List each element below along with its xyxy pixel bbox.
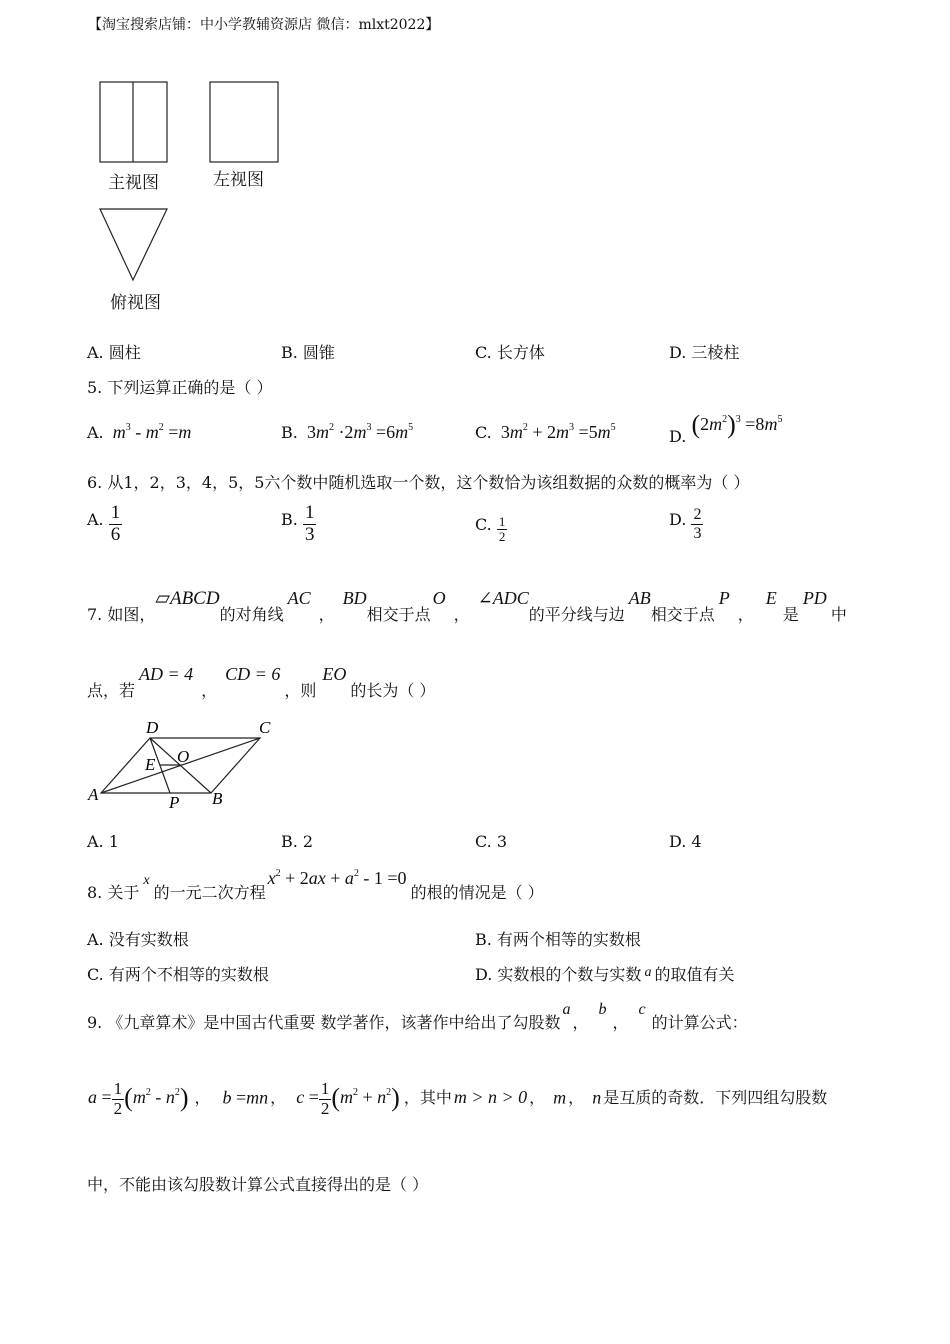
q7-text: ，则: [284, 681, 317, 700]
q7-text: 7. 如图，: [87, 605, 156, 624]
q7-math: AC: [287, 588, 311, 608]
q5-expr-d: $(2m^2)^3 =8m^5$: [691, 410, 783, 439]
fig-label-c: C: [259, 718, 271, 737]
q5-option-a: [87, 422, 191, 443]
q6-frac-b: $\frac{1}{3}$: [304, 502, 315, 545]
q8-text: 8. 关于: [87, 883, 140, 902]
q7-math: P: [718, 588, 730, 608]
q9-text: ，: [529, 1088, 546, 1108]
q7-math: AD = 4: [139, 664, 194, 684]
q7-parallelogram-figure: [84, 715, 284, 815]
q7-math: PD: [802, 588, 827, 608]
q6-option-b: [281, 503, 316, 546]
q9-var-a: a: [562, 1001, 571, 1018]
q8-option-d: [475, 962, 734, 985]
q8-text: 的根的情况是（ ）: [410, 883, 544, 902]
front-view-label: 主视图: [108, 173, 159, 193]
q8-equation: $x^2 + 2ax + a^2 - 1 =0$: [267, 868, 407, 888]
q9-text: 9. 《九章算术》是中国古代重要 数学著作，该著作中给出了勾股数: [87, 1013, 561, 1032]
q7-text: 的平分线与边: [528, 605, 625, 624]
q7-line2: [87, 662, 436, 700]
q6-option-c: [475, 515, 507, 545]
fig-label-o: O: [177, 747, 190, 766]
q5-option-b: [281, 422, 413, 443]
q6-frac-d: $\frac{2}{3}$: [693, 506, 702, 542]
q8-option-c: C. 有两个不相等的实数根: [87, 965, 269, 984]
q8-stem: [87, 866, 544, 902]
q9-comma: ，: [194, 1088, 211, 1108]
q9-text: ，: [572, 1013, 589, 1032]
q5-option-c: [475, 422, 616, 443]
q9-comma: ，: [270, 1088, 287, 1108]
q9-var-b: b: [598, 1001, 607, 1018]
q5-stem: 5. 下列运算正确的是（ ）: [87, 378, 273, 397]
fig-label-d: D: [146, 718, 159, 737]
q7-math: ∠ADC: [477, 588, 529, 608]
q7-line1: [87, 586, 847, 624]
q7-text: 是: [782, 605, 799, 624]
q6-label-b: B.: [281, 509, 298, 529]
q5-label-a: A.: [87, 423, 104, 442]
q5-label-c: C.: [475, 423, 492, 442]
q8-text: 的一元二次方程: [153, 883, 266, 902]
q5-expr-b: $3m^2 \cdot 2m^3 =6m^5$: [306, 422, 414, 442]
q7-text: 的对角线: [219, 605, 284, 624]
q7-text: ，: [201, 681, 218, 700]
left-view-rect: [210, 82, 278, 162]
q7-option-a: A. 1: [87, 832, 119, 851]
q9-formula-c: c = $\frac{1}{2}$ $(m^2 + n^2)$: [296, 1079, 400, 1118]
q5-expr-a: $m^3 - m^2 =m$: [112, 422, 192, 442]
fig-label-a: A: [88, 785, 99, 804]
q9-text: 是互质的奇数．下列四组勾股数: [603, 1088, 828, 1108]
q7-option-b: B. 2: [281, 832, 314, 851]
q9-stem: [87, 996, 748, 1032]
q7-math: CD = 6: [225, 664, 281, 684]
top-view-label: 俯视图: [110, 293, 161, 313]
q7-option-c: C. 3: [475, 832, 508, 851]
q9-formula-line: [88, 1080, 827, 1118]
q4-option-d: D. 三棱柱: [669, 343, 740, 362]
q9-var-c: c: [638, 1001, 646, 1018]
q9-condition: m > n > 0: [453, 1087, 528, 1108]
q4-option-c: C. 长方体: [475, 343, 545, 362]
q4-option-a: A. 圆柱: [87, 343, 141, 362]
q9-text: ，: [568, 1088, 585, 1108]
q8-option-d-var: a: [644, 965, 652, 980]
q7-text: 中: [830, 605, 847, 624]
q7-math: ▱ABCD: [155, 588, 220, 609]
q7-math: AB: [628, 588, 651, 608]
q7-math: EO: [322, 664, 347, 684]
q9-line3: 中，不能由该勾股数计算公式直接得出的是（ ）: [87, 1175, 429, 1194]
q6-frac-c: $\frac{1}{2}$: [498, 514, 506, 545]
q9-formula-a: a = $\frac{1}{2}$ $(m^2 - n^2)$: [88, 1079, 189, 1118]
q5-label-d: D.: [669, 427, 687, 446]
q9-var-m: m: [553, 1087, 567, 1108]
fig-label-p: P: [169, 793, 180, 812]
q5-expr-c: $3m^2 + 2m^3 =5m^5$: [500, 422, 616, 442]
q7-text: 相交于点: [650, 605, 715, 624]
q8-option-d-text: D. 实数根的个数与实数: [475, 965, 642, 984]
q9-var-n: n: [592, 1087, 602, 1108]
three-views-figure: [90, 72, 300, 317]
q7-text: 相交于点: [366, 605, 431, 624]
top-view-triangle: [100, 209, 167, 280]
q9-text: 的计算公式：: [651, 1013, 748, 1032]
q9-formula-b: b =mn: [222, 1087, 269, 1108]
q7-math: O: [432, 588, 446, 608]
q7-math: BD: [342, 588, 367, 608]
q6-label-c: C.: [475, 515, 492, 535]
q9-text: ，: [612, 1013, 629, 1032]
q7-text: 点，若: [87, 681, 136, 700]
q8-option-d-tail: 的取值有关: [654, 965, 735, 984]
q8-option-b: B. 有两个相等的实数根: [475, 930, 641, 949]
q6-label-a: A.: [87, 509, 104, 529]
q6-frac-a: $\frac{1}{6}$: [110, 502, 121, 545]
q6-option-a: [87, 503, 122, 546]
q5-option-d: [669, 410, 783, 446]
q7-math: E: [765, 588, 777, 608]
fig-label-e: E: [145, 755, 156, 774]
q7-text: ，: [318, 605, 335, 624]
q8-option-a: A. 没有实数根: [87, 930, 189, 949]
q6-option-d: [669, 506, 703, 542]
page-header: 【淘宝搜索店铺：中小学教辅资源店 微信：mlxt2022】: [88, 17, 440, 33]
q8-var-x: x: [143, 873, 150, 888]
q4-option-b: B. 圆锥: [281, 343, 335, 362]
q7-text: 的长为（ ）: [350, 681, 436, 700]
q6-stem: 6. 从1，2，3，4，5，5六个数中随机选取一个数，这个数恰为该组数据的众数的概率为（ ）: [87, 473, 750, 492]
q9-text: ，其中: [403, 1088, 452, 1108]
q5-label-b: B.: [281, 423, 298, 442]
q7-option-d: D. 4: [669, 832, 702, 851]
q7-text: ，: [453, 605, 470, 624]
left-view-label: 左视图: [213, 170, 264, 190]
q7-text: ，: [737, 605, 754, 624]
fig-label-b: B: [212, 789, 223, 808]
q6-label-d: D.: [669, 509, 687, 529]
